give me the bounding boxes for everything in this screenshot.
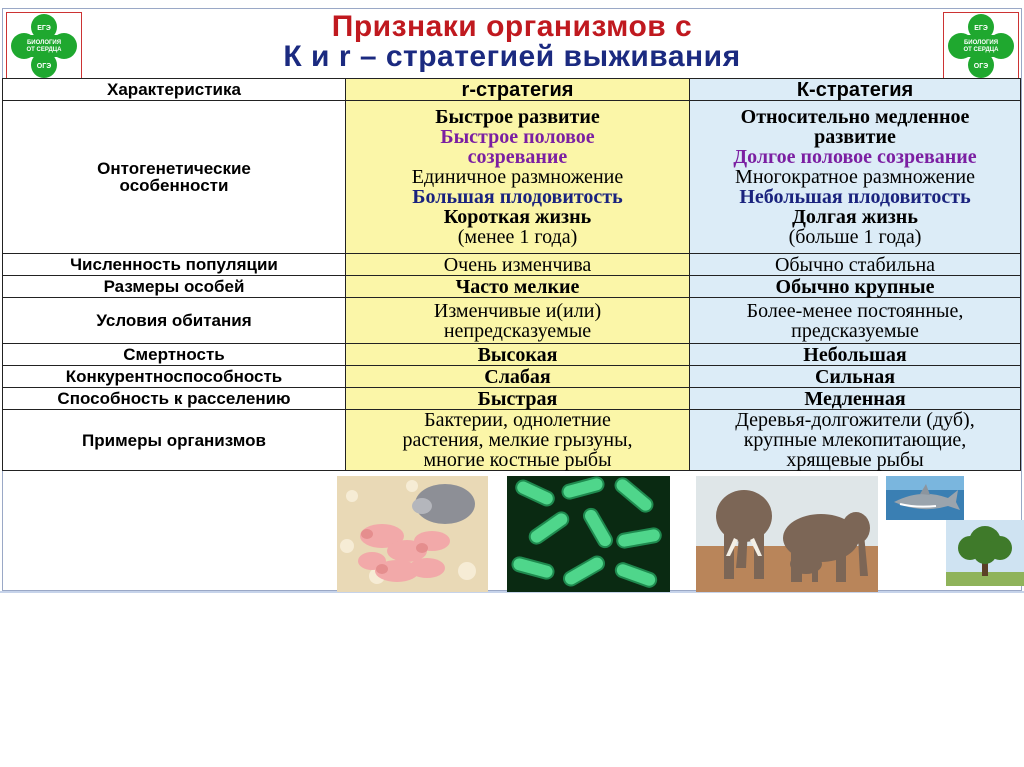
k-mortality-value: Небольшая	[690, 344, 1021, 366]
r-fast-development: Быстрое развитие	[435, 106, 600, 128]
table-row	[3, 254, 1021, 276]
logo-top-text: ЕГЭ	[37, 25, 51, 32]
k-habitat-line-2: предсказуемые	[791, 319, 919, 342]
r-examples-line-3: многие костные рыбы	[423, 449, 612, 471]
table-row	[3, 388, 1021, 410]
k-long-life: Долгая жизнь	[792, 206, 918, 228]
r-size-value: Часто мелкие	[346, 276, 690, 298]
r-single-reproduction: Единичное размножение	[411, 166, 624, 188]
elephants-photo	[696, 476, 878, 592]
ontogeny-label-line-1: Онтогенетические	[97, 159, 251, 178]
k-low-fertility: Небольшая плодовитость	[739, 186, 971, 208]
r-high-fertility: Большая плодовитость	[412, 186, 623, 208]
row-label-dispersal: Способность к расселению	[3, 388, 346, 410]
row-label-competition: Конкурентноспособность	[3, 366, 346, 388]
k-competition-value: Сильная	[690, 366, 1021, 388]
r-short-life: Короткая жизнь	[443, 206, 592, 228]
table-row	[3, 298, 1021, 344]
k-examples-line-3: хрящевые рыбы	[786, 449, 924, 471]
row-label-habitat: Условия обитания	[3, 298, 346, 344]
row-label-examples: Примеры организмов	[3, 410, 346, 471]
r-habitat-line-2: непредсказуемые	[443, 319, 592, 342]
logo-mid-text-2: ОТ СЕРДЦА	[26, 47, 62, 53]
k-multiple-reproduction: Многократное размножение	[735, 166, 975, 188]
row-label-population: Численность популяции	[3, 254, 346, 276]
row-label-mortality: Смертность	[3, 344, 346, 366]
k-long-life-note: (больше 1 года)	[788, 226, 922, 248]
logo-bottom-text: ОГЭ	[973, 63, 989, 70]
r-competition-value: Слабая	[346, 366, 690, 388]
logo-top-text: ЕГЭ	[974, 25, 988, 32]
row-label	[3, 101, 346, 254]
logo-bottom-text: ОГЭ	[36, 63, 52, 70]
ontogeny-k-cell	[690, 101, 1021, 254]
table-row	[3, 276, 1021, 298]
k-long-maturation: Долгое половое созревание	[733, 146, 977, 168]
shark-photo	[886, 476, 964, 520]
slide-title-line-1: Признаки организмов с	[331, 10, 693, 43]
r-habitat-cell	[346, 298, 690, 344]
k-habitat-cell	[690, 298, 1021, 344]
r-examples-line-1: Бактерии, однолетние	[424, 409, 611, 431]
r-examples-line-2: растения, мелкие грызуны,	[402, 429, 633, 451]
r-short-life-note: (менее 1 года)	[457, 226, 578, 248]
k-dispersal-value: Медленная	[690, 388, 1021, 410]
k-examples-line-2: крупные млекопитающие,	[743, 429, 967, 451]
r-examples-cell	[346, 410, 690, 471]
header-characteristic: Характеристика	[3, 79, 346, 101]
tree-photo	[946, 520, 1024, 586]
clover-logo-left	[6, 12, 82, 80]
k-slow-development-1: Относительно медленное	[740, 106, 970, 128]
table-row	[3, 410, 1021, 471]
mice-photo	[337, 476, 488, 592]
k-examples-line-1: Деревья-долгожители (дуб),	[735, 409, 975, 431]
ontogeny-label-line-2: особенности	[119, 176, 229, 195]
slide-title-line-2: К и r – стратегией выживания	[283, 40, 741, 73]
header-r-strategy: r-стратегия	[346, 79, 690, 101]
ontogeny-r-cell	[346, 101, 690, 254]
k-size-value: Обычно крупные	[690, 276, 1021, 298]
r-habitat-line-1: Изменчивые и(или)	[433, 299, 602, 322]
table-header-row	[3, 79, 1021, 101]
k-slow-development-2: развитие	[814, 126, 896, 148]
k-population-value: Обычно стабильна	[690, 254, 1021, 276]
row-label-size: Размеры особей	[3, 276, 346, 298]
table-row	[3, 344, 1021, 366]
comparison-table	[2, 78, 1021, 471]
table-row	[3, 366, 1021, 388]
logo-mid-text-1: БИОЛОГИЯ	[963, 40, 999, 46]
organism-photos	[0, 470, 1024, 590]
r-population-value: Очень изменчива	[346, 254, 690, 276]
logo-mid-text-1: БИОЛОГИЯ	[26, 40, 62, 46]
bacteria-photo	[507, 476, 670, 592]
r-dispersal-value: Быстрая	[346, 388, 690, 410]
clover-logo-right	[943, 12, 1019, 80]
r-mortality-value: Высокая	[346, 344, 690, 366]
table-row-ontogeny	[3, 101, 1021, 254]
header-k-strategy: К-стратегия	[690, 79, 1021, 101]
k-examples-cell	[690, 410, 1021, 471]
r-fast-maturation-2: созревание	[467, 146, 568, 168]
logo-mid-text-2: ОТ СЕРДЦА	[963, 47, 999, 53]
k-habitat-line-1: Более-менее постоянные,	[746, 299, 964, 322]
r-fast-maturation-1: Быстрое половое	[440, 126, 595, 148]
